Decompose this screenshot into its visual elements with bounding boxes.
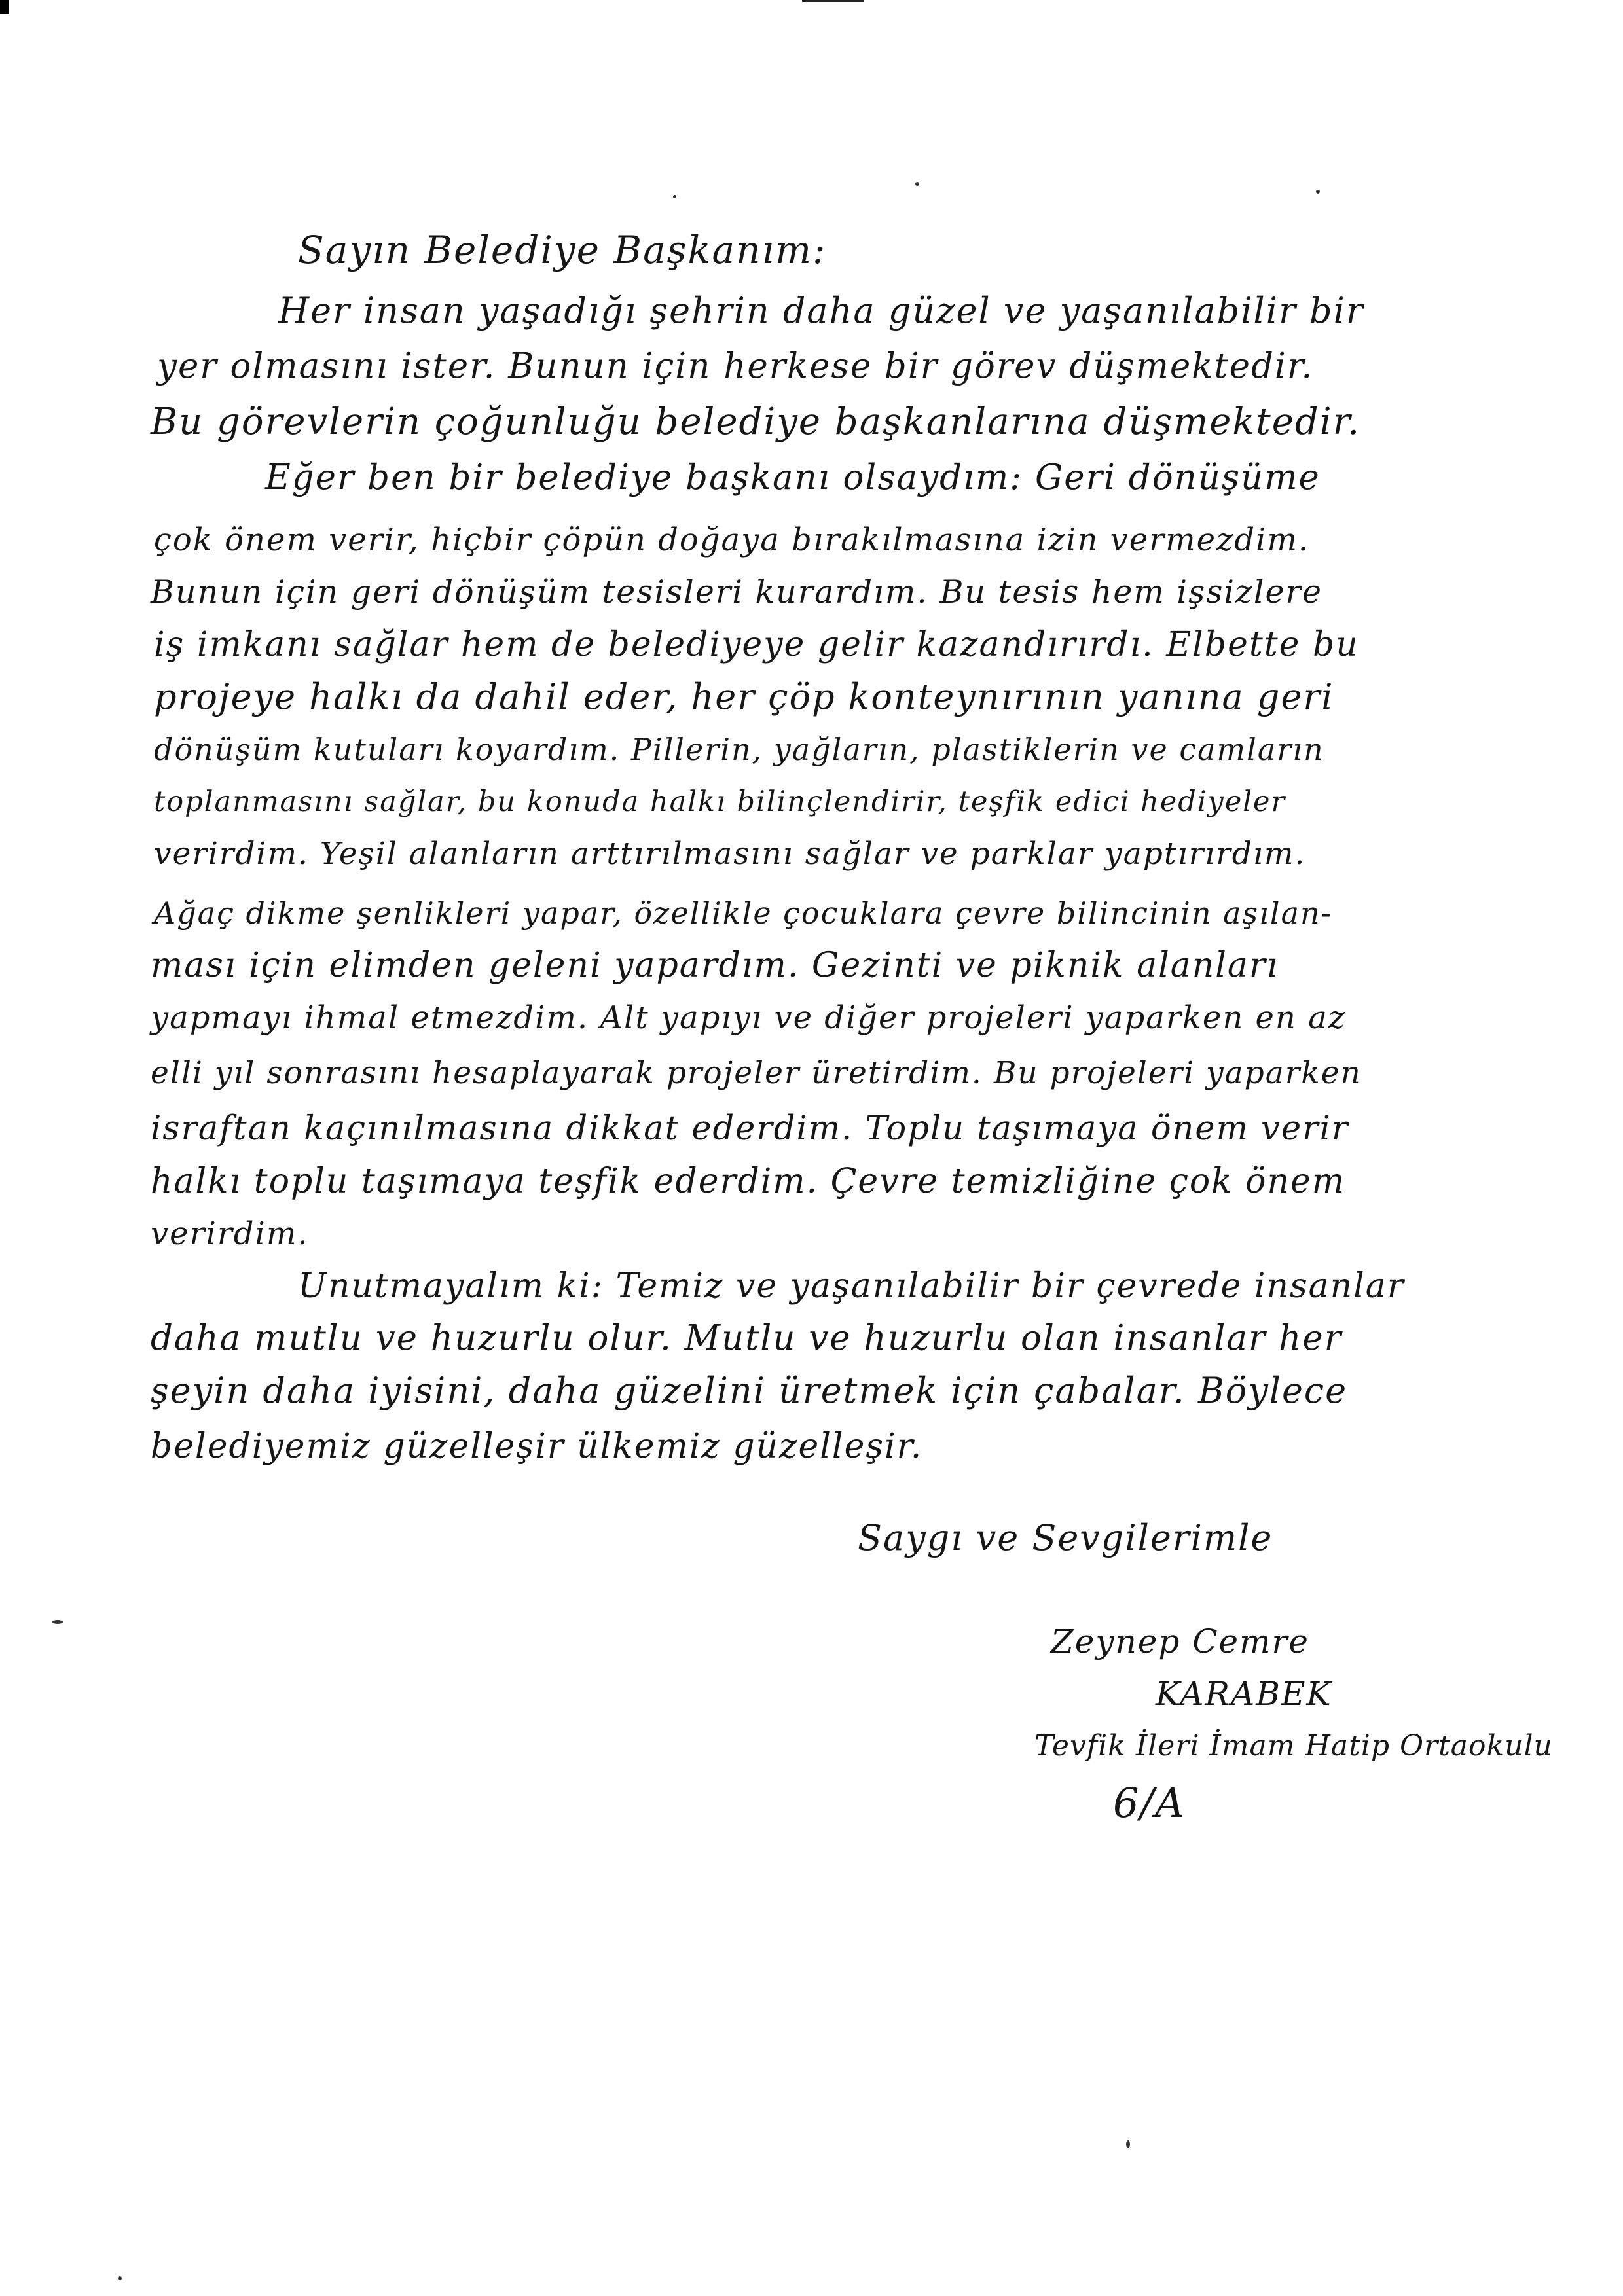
letter-line: çok önem verir, hiçbir çöpün doğaya bırakılmasına izin vermezdim. bbox=[154, 522, 1310, 558]
letter-line: Eğer ben bir belediye başkanı olsaydım: Geri dönüşüme bbox=[265, 457, 1321, 497]
letter-line: projeye halkı da dahil eder, her çöp konteynırının yanına geri bbox=[154, 676, 1334, 717]
letter-line: halkı toplu taşımaya teşfik ederdim. Çevre temizliğine çok önem bbox=[151, 1162, 1346, 1201]
letter-line: verirdim. Yeşil alanların arttırılmasını sağlar ve parklar yaptırırdım. bbox=[154, 836, 1306, 872]
letter-line: elli yıl sonrasını hesaplayarak projeler üretirdim. Bu projeleri yaparken bbox=[151, 1055, 1362, 1091]
scan-corner-mark bbox=[0, 0, 9, 14]
letter-line: belediyemiz güzelleşir ülkemiz güzelleşir. bbox=[151, 1427, 923, 1466]
signature-school: Tevfik İleri İmam Hatip Ortaokulu bbox=[1034, 1729, 1553, 1763]
scan-speck bbox=[673, 195, 676, 198]
signature-class: 6/A bbox=[1113, 1779, 1186, 1827]
scan-speck bbox=[915, 182, 919, 186]
signature-name: Zeynep Cemre bbox=[1051, 1623, 1310, 1660]
scan-speck bbox=[1126, 2140, 1130, 2148]
signature-surname: KARABEK bbox=[1156, 1675, 1332, 1713]
letter-line: ması için elimden geleni yapardım. Gezinti ve piknik alanları bbox=[151, 946, 1279, 985]
letter-line: dönüşüm kutuları koyardım. Pillerin, yağların, plastiklerin ve camların bbox=[154, 732, 1324, 767]
salutation: Sayın Belediye Başkanım: bbox=[298, 228, 827, 272]
letter-line: Her insan yaşadığı şehrin daha güzel ve yaşanılabilir bir bbox=[278, 290, 1364, 331]
letter-line: yer olmasını ister. Bunun için herkese bir görev düşmektedir. bbox=[157, 346, 1314, 386]
letter-line: Bu görevlerin çoğunluğu belediye başkanlarına düşmektedir. bbox=[151, 401, 1361, 443]
letter-line: iş imkanı sağlar hem de belediyeye gelir kazandırırdı. Elbette bu bbox=[154, 625, 1359, 664]
letter-line: israftan kaçınılmasına dikkat ederdim. Toplu taşımaya önem verir bbox=[151, 1109, 1349, 1148]
closing: Saygı ve Sevgilerimle bbox=[858, 1517, 1273, 1558]
letter-line: verirdim. bbox=[151, 1215, 309, 1252]
scan-speck bbox=[1316, 190, 1320, 194]
letter-line: yapmayı ihmal etmezdim. Alt yapıyı ve diğer projeleri yaparken en az bbox=[151, 999, 1346, 1036]
letter-line: şeyin daha iyisini, daha güzelini üretmek için çabalar. Böylece bbox=[151, 1370, 1348, 1411]
letter-line: Ağaç dikme şenlikleri yapar, özellikle çocuklara çevre bilincinin aşılan- bbox=[154, 895, 1333, 931]
letter-line: daha mutlu ve huzurlu olur. Mutlu ve huzurlu olan insanlar her bbox=[151, 1318, 1343, 1358]
letter-line: toplanmasını sağlar, bu konuda halkı bilinçlendirir, teşfik edici hediyeler bbox=[154, 785, 1286, 818]
scan-speck bbox=[52, 1620, 63, 1624]
scan-top-line bbox=[802, 0, 864, 2]
scan-speck bbox=[118, 2276, 122, 2280]
letter-line: Bunun için geri dönüşüm tesisleri kurardım. Bu tesis hem işsizlere bbox=[151, 573, 1322, 611]
letter-line: Unutmayalım ki: Temiz ve yaşanılabilir bir çevrede insanlar bbox=[298, 1266, 1405, 1306]
